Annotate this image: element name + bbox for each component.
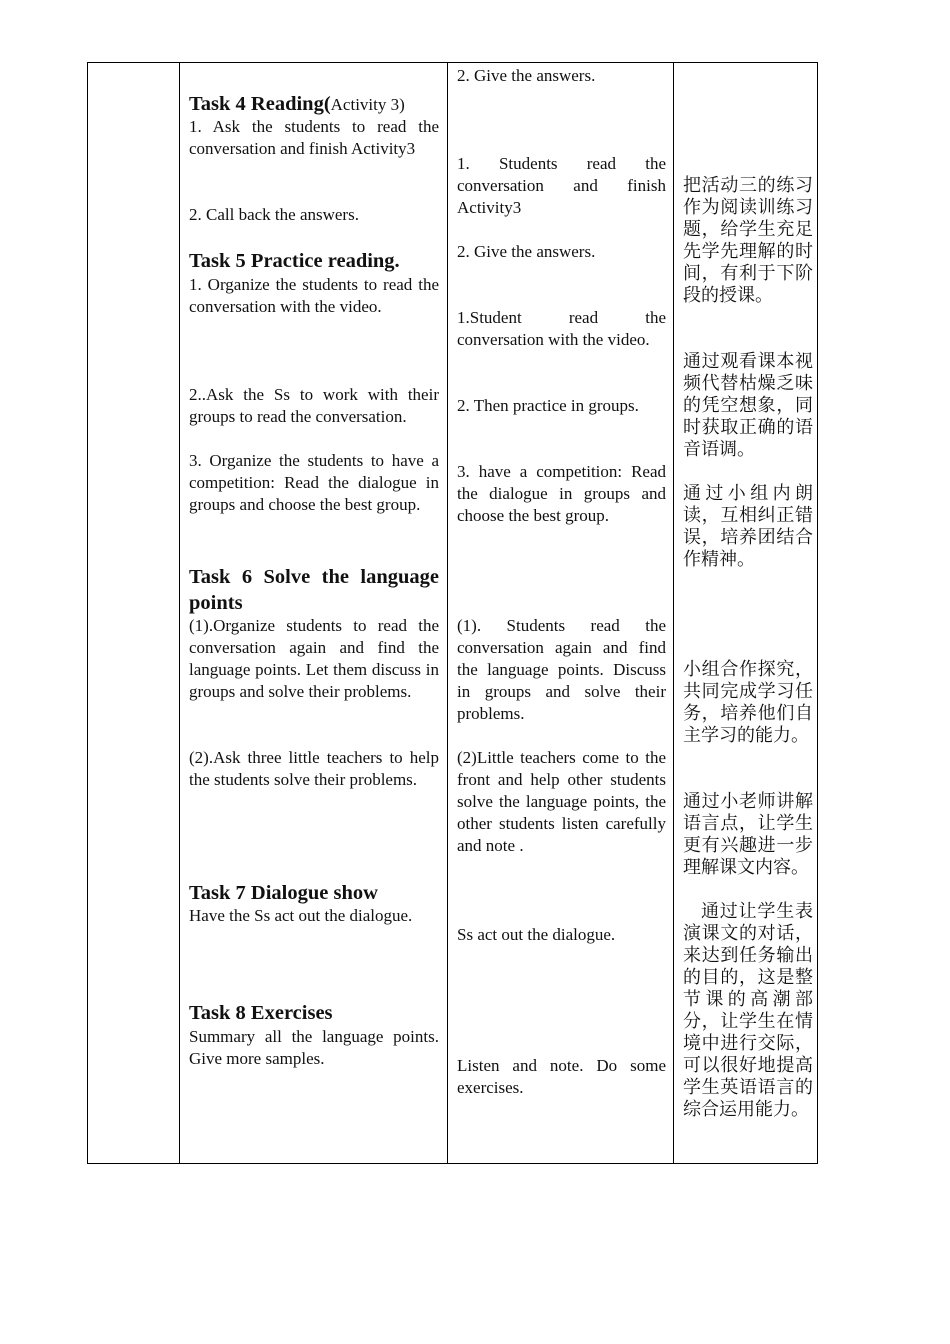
column-divider (447, 63, 448, 1163)
student-activity: 2. Then practice in groups. (457, 396, 639, 415)
task7-heading: Task 7 Dialogue show (189, 882, 378, 904)
design-intent: 通过让学生表演课文的对话，来达到任务输出的目的，这是整节课的高潮部分，让学生在情境中进行交际，可以很好地提高学生英语语言的综合运用能力。 (683, 901, 813, 1120)
task4-step1: 1. Ask the students to read the conversation and finish Activity3 (189, 117, 439, 158)
task8-step1: Summary all the language points. Give more samples. (189, 1027, 439, 1068)
design-intent: 通过观看课本视频代替枯燥乏味的凭空想象，同时获取正确的语音语调。 (683, 351, 813, 460)
lesson-plan-table (87, 62, 818, 1164)
design-intent: 小组合作探究，共同完成学习任务，培养他们自主学习的能力。 (683, 659, 813, 746)
student-activity: (1). Students read the conversation again and find the language points. Discuss in groups and solve their problems. (457, 616, 666, 723)
student-activity: 1.Student read the conversation with the video. (457, 308, 666, 349)
task5-step1: 1. Organize the students to read the conversation with the video. (189, 275, 439, 316)
task4-step2: 2. Call back the answers. (189, 205, 359, 224)
task4-heading: Task 4 Reading(Activity 3) (189, 93, 405, 115)
student-activity: 2. Give the answers. (457, 66, 596, 85)
design-intent: 通过小老师讲解语言点，让学生更有兴趣进一步理解课文内容。 (683, 791, 813, 878)
student-activity: 3. have a competition: Read the dialogue in groups and choose the best group. (457, 462, 666, 525)
student-activity: 1. Students read the conversation and finish Activity3 (457, 154, 666, 217)
task6-step1: (1).Organize students to read the conversation again and find the language points. Let them discuss in groups and solve their problems. (189, 616, 439, 701)
task5-step3: 3. Organize the students to have a competition: Read the dialogue in groups and choose the best group. (189, 451, 439, 514)
task8-heading: Task 8 Exercises (189, 1002, 333, 1024)
student-activity: Ss act out the dialogue. (457, 925, 616, 944)
student-activity: Listen and note. Do some exercises. (457, 1056, 666, 1097)
task5-step2: 2..Ask the Ss to work with their groups to read the conversation. (189, 385, 439, 426)
task5-heading: Task 5 Practice reading. (189, 250, 400, 272)
student-activity: 2. Give the answers. (457, 242, 596, 261)
column-divider (673, 63, 674, 1163)
design-intent: 通过小组内朗读，互相纠正错误，培养团结合作精神。 (683, 483, 813, 570)
task6-heading: Task 6 Solve the language points (189, 566, 439, 614)
student-activity: (2)Little teachers come to the front and help other students solve the language points, the other students listen carefully and note . (457, 748, 666, 855)
task7-step1: Have the Ss act out the dialogue. (189, 906, 413, 925)
design-intent: 把活动三的练习作为阅读训练习题，给学生充足先学先理解的时间，有利于下阶段的授课。 (683, 175, 813, 306)
column-divider (179, 63, 180, 1163)
task6-step2: (2).Ask three little teachers to help the students solve their problems. (189, 748, 439, 789)
